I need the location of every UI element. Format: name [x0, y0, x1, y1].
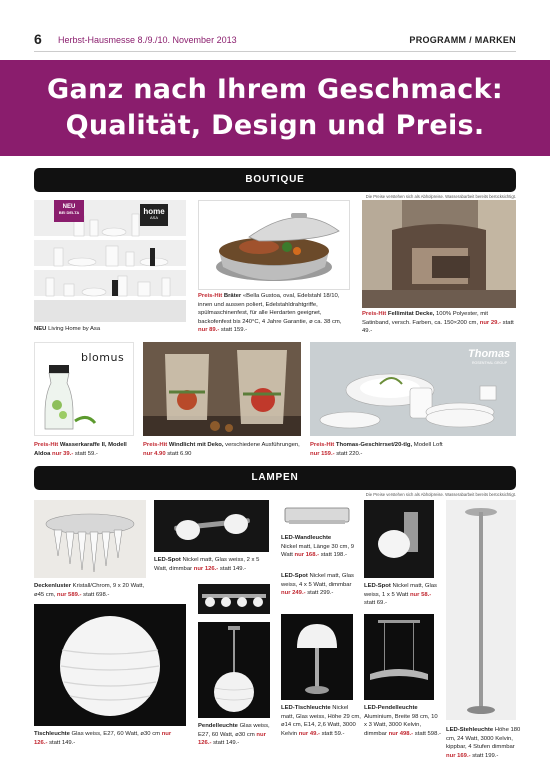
windlicht-caption — [143, 441, 303, 458]
event-title: Herbst-Hausmesse 8./9./10. November 2013 — [58, 35, 237, 45]
headline-line-2: Qualität, Design und Preis. — [65, 110, 485, 141]
blomus-name: Wasserkaraffe II, Modell Aldoa — [34, 442, 127, 457]
led-spot-4-was: statt 299.- — [305, 590, 334, 597]
led-wandleuchte-desc: Nickel matt, Länge 30 cm, 9 Watt — [281, 543, 355, 559]
tischleuchte-caption — [34, 730, 186, 747]
pendelleuchte-image — [198, 622, 270, 718]
lampen-section-bar: LAMPEN — [34, 466, 516, 490]
led-stehleuchte-price: nur 169.- — [446, 752, 471, 759]
led-tischleuchte-was: statt 59.- — [319, 730, 345, 737]
fellimitat-was: statt 49.- — [362, 319, 514, 335]
led-pendelleuchte-image — [364, 614, 434, 700]
asa-logo — [140, 204, 168, 226]
braeter-hit: Preis-Hit — [198, 293, 223, 299]
asa-tableware-image — [34, 200, 186, 322]
pendelleuchte-was: statt 149.- — [211, 740, 240, 747]
led-spot-1-was: statt 69.- — [364, 600, 387, 607]
led-pendelleuchte-caption — [364, 704, 442, 738]
led-tischleuchte-name: LED-Tischleuchte — [281, 705, 331, 711]
led-stehleuchte-caption — [446, 726, 522, 760]
led-spot-1-desc: Nickel matt, Glas weiss, 1 x 5 Watt — [364, 583, 437, 598]
fellimitat-caption — [362, 310, 516, 336]
braeter-was: statt 159.- — [219, 327, 248, 334]
fellimitat-price: nur 29.- — [479, 319, 502, 326]
braeter-name: Bräter — [222, 293, 242, 299]
windlicht-price: nur 4.90 — [143, 450, 166, 457]
thomas-tableware-image — [310, 342, 516, 436]
pendelleuchte-name: Pendelleuchte — [198, 723, 238, 729]
led-spot-2-was: statt 149.- — [218, 565, 247, 572]
new-badge-line2: BEI DELTA — [58, 209, 80, 215]
led-pendelleuchte-name: LED-Pendelleuchte — [364, 705, 418, 711]
led-tischleuchte-caption — [281, 704, 361, 738]
thomas-price: nur 159.- — [310, 450, 335, 457]
windlicht-was: statt 6.90 — [165, 450, 192, 457]
asa-logo-word: home — [143, 207, 165, 216]
thomas-name: Thomas-Geschirrset/20-tlg, — [334, 442, 413, 448]
led-spot-4-desc: Nickel matt, Glas weiss, 4 x 5 Watt, dimmbar — [281, 573, 354, 588]
led-spot-1-caption — [364, 582, 442, 608]
led-wandleuchte-image — [281, 500, 353, 532]
windlicht-hit: Preis-Hit — [143, 442, 168, 448]
blomus-logo: blomus — [81, 351, 125, 364]
header-divider — [34, 51, 516, 52]
thomas-hit: Preis-Hit — [310, 442, 335, 448]
led-spot-4-caption — [281, 572, 361, 598]
fellimitat-desc: 100% Polyester, mit Satinband, versch. Farben, ca. 150×200 cm, — [362, 311, 489, 326]
boutique-price-note: Die Preise verstehen sich als Abholpreise. Wasserabarbeit bereits berücksichtigt. — [365, 194, 516, 199]
thomas-caption — [310, 441, 516, 458]
thomas-logo-sub: ROSENTHAL GROUP — [472, 361, 508, 365]
braeter-desc: «Bella Gustoa, oval, Edelstahl 18/10, innen und aussen poliert, Edelstahldrahtgriffe, spülmaschinenfest, für alle Herdarten geeignet, backofenfest bis 240°C, 4 Jahre Garantie, ø ca. 38 cm, — [198, 293, 342, 325]
blomus-caption — [34, 441, 138, 458]
page-number: 6 — [34, 31, 42, 47]
tischleuchte-name: Tischleuchte — [34, 731, 70, 737]
headline-line-1: Ganz nach Ihrem Geschmack: — [47, 74, 503, 105]
deckenluster-desc: Kristall/Chrom, 9 x 20 Watt, ø45 cm, — [34, 583, 145, 598]
led-spot-4-price: nur 249.- — [281, 590, 306, 597]
braeter-image — [198, 200, 350, 290]
asa-logo-sub: ASA — [149, 215, 158, 220]
led-stehleuchte-was: statt 199.- — [470, 752, 499, 759]
windlicht-name: Windlicht mit Deko, — [167, 442, 224, 448]
led-stehleuchte-name: LED-Stehleuchte — [446, 727, 494, 733]
fellimitat-image — [362, 200, 516, 308]
blomus-hit: Preis-Hit — [34, 442, 59, 448]
thomas-desc: Modell Loft — [412, 442, 443, 448]
headline-banner — [0, 60, 550, 156]
deckenluster-price: nur 589.- — [56, 591, 82, 598]
asa-caption-text: Living Home by Asa — [46, 326, 101, 332]
asa-caption-new: NEU — [34, 326, 47, 332]
blomus-carafe-image — [34, 342, 134, 436]
pendelleuchte-price: nur 126.- — [198, 731, 266, 747]
braeter-price: nur 89.- — [198, 327, 220, 334]
thomas-logo: Thomas — [468, 348, 511, 360]
lampen-price-note: Die Preise verstehen sich als Abholpreise. Wasserabarbeit bereits berücksichtigt. — [365, 492, 516, 497]
led-wandleuchte-was: statt 198.- — [319, 552, 347, 559]
deckenluster-was: statt 698.- — [81, 591, 110, 598]
led-wandleuchte-price: nur 168.- — [294, 552, 320, 559]
new-badge — [54, 200, 84, 222]
led-tischleuchte-price: nur 49.- — [298, 730, 320, 737]
led-wandleuchte-name: LED-Wandleuchte — [281, 535, 332, 541]
asa-caption — [34, 325, 186, 334]
led-spot-4-image — [198, 584, 270, 614]
fellimitat-hit: Preis-Hit — [362, 311, 387, 317]
led-pendelleuchte-was: statt 598.- — [413, 730, 441, 737]
new-badge-line1: NEU — [62, 204, 76, 210]
windlicht-desc: verschiedene Ausführungen, — [223, 442, 300, 448]
deckenluster-caption — [34, 582, 146, 599]
led-pendelleuchte-price: nur 498.- — [388, 730, 414, 737]
led-spot-4-name: LED-Spot — [281, 573, 308, 579]
led-stehleuchte-desc: Höhe 180 cm, 24 Watt, 3000 Kelvin, kippbar, 4 Stufen dimmbar — [446, 727, 521, 751]
led-tischleuchte-image — [281, 614, 353, 700]
page-header — [34, 31, 516, 50]
pendelleuchte-desc: Glas weiss, E27, 60 Watt, ø30 cm — [198, 723, 270, 738]
led-spot-2-price: nur 126.- — [193, 565, 219, 572]
led-wandleuchte-caption — [281, 534, 361, 560]
led-spot-1-image — [364, 500, 434, 578]
deckenluster-image — [34, 500, 146, 578]
tischleuchte-desc: Glas weiss, E27, 60 Watt, ø30 cm — [69, 731, 161, 737]
tischleuchte-price: nur 126.- — [34, 731, 172, 746]
tischleuchte-was: statt 149.- — [47, 739, 76, 746]
led-pendelleuchte-desc: Aluminium, Breite 98 cm, 10 x 3 Watt, 3000 Kelvin, dimmbar — [364, 713, 438, 737]
led-stehleuchte-image — [446, 500, 516, 720]
led-spot-1-price: nur 58.- — [409, 591, 432, 598]
braeter-caption — [198, 292, 350, 335]
tischleuchte-image — [34, 604, 186, 726]
windlicht-image — [143, 342, 301, 436]
fellimitat-name: Fellimitat Decke, — [386, 311, 435, 317]
led-spot-2-image — [154, 500, 269, 552]
led-spot-2-name: LED-Spot — [154, 557, 181, 563]
blomus-was: statt 59.- — [73, 450, 98, 457]
blomus-price: nur 39.- — [52, 450, 74, 457]
pendelleuchte-caption — [198, 722, 276, 748]
section-label: PROGRAMM / MARKEN — [409, 35, 516, 45]
led-tischleuchte-desc: Nickel matt, Glas weiss, Höhe 29 cm, ø14 cm, E14, 2,6 Watt, 3000 Kelvin — [281, 705, 361, 737]
boutique-section-bar: BOUTIQUE — [34, 168, 516, 192]
led-spot-2-desc: Nickel matt, Glas weiss, 2 x 5 Watt, dimmbar — [154, 557, 260, 572]
led-spot-1-name: LED-Spot — [364, 583, 391, 589]
deckenluster-name: Deckenluster — [34, 583, 71, 589]
led-spot-2-caption — [154, 556, 269, 573]
thomas-was: statt 220.- — [334, 450, 363, 457]
